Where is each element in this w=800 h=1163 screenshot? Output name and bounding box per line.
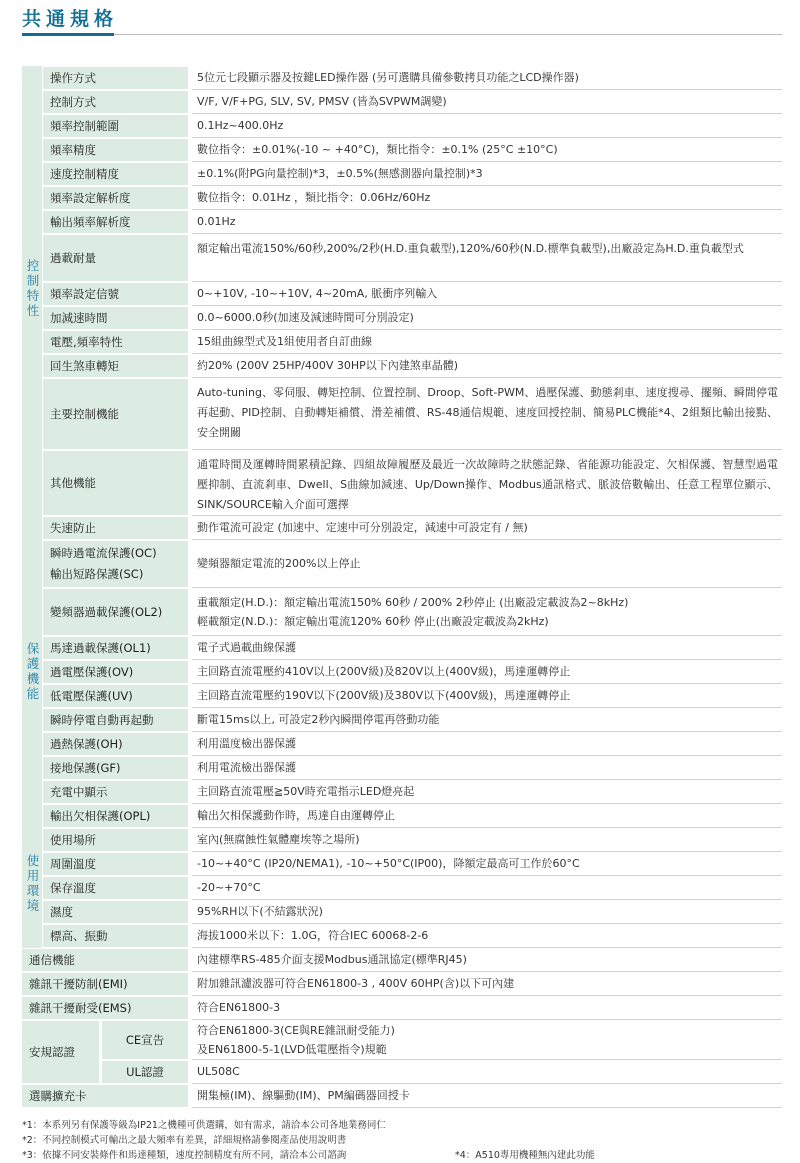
spec-value: 電子式過載曲線保護 (192, 636, 782, 660)
spec-label: 變頻器過載保護(OL2) (43, 589, 188, 635)
spec-value: 15組曲線型式及1組使用者自訂曲線 (192, 330, 782, 354)
spec-value: -20~+70°C (192, 876, 782, 900)
spec-label: 雜訊干擾耐受(EMS) (22, 997, 188, 1019)
group-char: 保 (26, 641, 40, 656)
spec-label: 雜訊干擾防制(EMI) (22, 973, 188, 995)
footnote-2: *2：不同控制模式可輸出之最大頻率有差異，詳細規格請參閱產品使用說明書 (22, 1135, 347, 1146)
page-title: 共通規格 (22, 8, 119, 30)
spec-value: 室內(無腐蝕性氣體塵埃等之場所) (192, 828, 782, 852)
group-char: 能 (26, 686, 40, 701)
spec-label: 過熱保護(OH) (43, 733, 188, 755)
spec-label: 瞬時停電自動再起動 (43, 709, 188, 731)
spec-value: 約20% (200V 25HP/400V 30HP以下內建煞車晶體) (192, 354, 782, 378)
spec-value: 0.1Hz~400.0Hz (192, 114, 782, 138)
spec-value: V/F, V/F+PG, SLV, SV, PMSV (皆為SVPWM調變) (192, 90, 782, 114)
ul-label: UL認證 (102, 1061, 188, 1083)
group-char: 制 (26, 273, 40, 288)
spec-label: 使用場所 (43, 829, 188, 851)
spec-label: 操作方式 (43, 67, 188, 89)
spec-value: 95%RH以下(不結露狀況) (192, 900, 782, 924)
spec-value: -10~+40°C (IP20/NEMA1), -10~+50°C(IP00)，降額定最高可工作於60°C (192, 852, 782, 876)
group-char: 機 (26, 671, 40, 686)
spec-label: 頻率設定解析度 (43, 187, 188, 209)
spec-label: 保存溫度 (43, 877, 188, 899)
cert-group-label: 安規認證 (22, 1021, 99, 1083)
footnote-1: *1：本系列另有保護等級為IP21之機種可供選購，如有需求，請洽本公司各地業務同仁 (22, 1120, 386, 1131)
spec-label: 電壓,頻率特性 (43, 331, 188, 353)
spec-label: 頻率精度 (43, 139, 188, 161)
spec-value: Auto-tuning、零伺服、轉矩控制、位置控制、Droop、Soft-PWM、過壓保護、動態剎車、速度搜尋、擺頻、瞬間停電再起動、PID控制、自動轉矩補償、滑差補償、RS-48通信規範、速度回授控制、簡易PLC機能*4、2組類比輸出接點、安全開關 (192, 378, 782, 450)
spec-label: 輸出頻率解析度 (43, 211, 188, 233)
spec-value: 0~+10V, -10~+10V, 4~20mA, 脈衝序列輸入 (192, 282, 782, 306)
title-divider (22, 34, 782, 35)
spec-value: 符合EN61800-3 (192, 996, 782, 1020)
spec-label-line: 輸出短路保護(SC) (50, 567, 144, 581)
spec-label: 輸出欠相保護(OPL) (43, 805, 188, 827)
spec-value (192, 588, 782, 636)
spec-label: 失速防止 (43, 517, 188, 539)
group-char: 環 (26, 883, 40, 898)
option-value: 開集極(IM)、線驅動(IM)、PM編碼器回授卡 (192, 1084, 782, 1108)
ce-label: CE宣告 (102, 1021, 188, 1059)
spec-label: 控制方式 (43, 91, 188, 113)
spec-label: 加減速時間 (43, 307, 188, 329)
spec-label: 主要控制機能 (43, 379, 188, 449)
spec-value: 通電時間及運轉時間累積記錄、四組故障履歷及最近一次故障時之狀態記錄、省能源功能設定、欠相保護、智慧型過電壓抑制、直流剎車、Dwell、S曲線加減速、Up/Down操作、Modbus通訊格式、脈波倍數輸出、任意工程單位顯示、SINK/SOURCE輸入介面可選擇 (192, 450, 782, 516)
spec-label: 充電中顯示 (43, 781, 188, 803)
spec-value: 斷電15ms以上, 可設定2秒內瞬間停電再啓動功能 (192, 708, 782, 732)
spec-value: 利用溫度檢出器保護 (192, 732, 782, 756)
spec-value: 0.0~6000.0秒(加速及減速時間可分別設定) (192, 306, 782, 330)
spec-label: 其他機能 (43, 451, 188, 515)
spec-value: 主回路直流電壓約410V以上(200V級)及820V以上(400V級)，馬達運轉停止 (192, 660, 782, 684)
spec-label: 標高、振動 (43, 925, 188, 947)
group-char: 控 (26, 258, 40, 273)
spec-value: 主回路直流電壓約190V以下(200V級)及380V以下(400V級)，馬達運轉停止 (192, 684, 782, 708)
spec-label: 低電壓保護(UV) (43, 685, 188, 707)
spec-value: ±0.1%(附PG向量控制)*3，±0.5%(無感測器向量控制)*3 (192, 162, 782, 186)
spec-value: 輸出欠相保護動作時，馬達自由運轉停止 (192, 804, 782, 828)
spec-value: 海拔1000米以下：1.0G，符合IEC 60068-2-6 (192, 924, 782, 948)
spec-value: 主回路直流電壓≧50V時充電指示LED燈亮起 (192, 780, 782, 804)
group-char: 性 (26, 303, 40, 318)
spec-value: 5位元七段顯示器及按鍵LED操作器 (另可選購具備參數拷貝功能之LCD操作器) (192, 66, 782, 90)
ce-value-line: 及EN61800-5-1(LVD低電壓指令)規範 (197, 1042, 387, 1056)
spec-label: 速度控制精度 (43, 163, 188, 185)
ul-value: UL508C (192, 1060, 782, 1084)
group-char: 護 (26, 656, 40, 671)
spec-label: 頻率設定信號 (43, 283, 188, 305)
spec-value: 利用電流檢出器保護 (192, 756, 782, 780)
spec-label: 過載耐量 (43, 235, 188, 281)
footnote-3: *3：依據不同安裝條件和馬達種類，速度控制精度有所不同，請洽本公司諮詢 (22, 1150, 347, 1161)
spec-label: 通信機能 (22, 949, 188, 971)
spec-label (43, 541, 188, 587)
group-environment-label (22, 853, 44, 913)
spec-value: 數位指令：0.01Hz ，類比指令：0.06Hz/60Hz (192, 186, 782, 210)
spec-label: 頻率控制範圍 (43, 115, 188, 137)
spec-value: 0.01Hz (192, 210, 782, 234)
spec-label: 濕度 (43, 901, 188, 923)
group-char: 使 (26, 853, 40, 868)
spec-value: 變頻器額定電流的200%以上停止 (192, 540, 782, 588)
spec-label: 回生煞車轉矩 (43, 355, 188, 377)
spec-value: 額定輸出電流150%/60秒,200%/2秒(H.D.重負載型),120%/60秒(N.D.標準負載型),出廠設定為H.D.重負載型式 (192, 234, 782, 282)
spec-label: 接地保護(GF) (43, 757, 188, 779)
group-control-label (22, 258, 44, 318)
spec-label: 周圍溫度 (43, 853, 188, 875)
spec-value: 內建標準RS-485介面支援Modbus通訊協定(標準RJ45) (192, 948, 782, 972)
group-protection-label (22, 641, 44, 701)
spec-label: 馬達過載保護(OL1) (43, 637, 188, 659)
spec-value-line: 重載額定(H.D.)：額定輸出電流150% 60秒 / 200% 2秒停止 (出廠設定載波為2~8kHz) (197, 595, 629, 609)
spec-value-line: 輕載額定(N.D.)：額定輸出電流120% 60秒 停止(出廠設定載波為2kHz) (197, 614, 549, 628)
ce-value-line: 符合EN61800-3(CE與RE雜訊耐受能力) (197, 1023, 395, 1037)
group-char: 境 (26, 898, 40, 913)
group-char: 用 (26, 868, 40, 883)
title-accent-bar (22, 33, 114, 36)
group-char: 特 (26, 288, 40, 303)
ce-value (192, 1020, 782, 1060)
footnote-4: *4：A510專用機種無內建此功能 (455, 1150, 595, 1161)
option-label: 選購擴充卡 (22, 1085, 188, 1107)
spec-label-line: 瞬時過電流保護(OC) (50, 546, 157, 560)
spec-value: 數位指令：±0.01%(-10 ~ +40°C)，類比指令：±0.1% (25°C ±10°C) (192, 138, 782, 162)
spec-value: 附加雜訊濾波器可符合EN61800-3 , 400V 60HP(含)以下可內建 (192, 972, 782, 996)
spec-label: 過電壓保護(OV) (43, 661, 188, 683)
spec-value: 動作電流可設定 (加速中、定速中可分別設定，減速中可設定有 / 無) (192, 516, 782, 540)
